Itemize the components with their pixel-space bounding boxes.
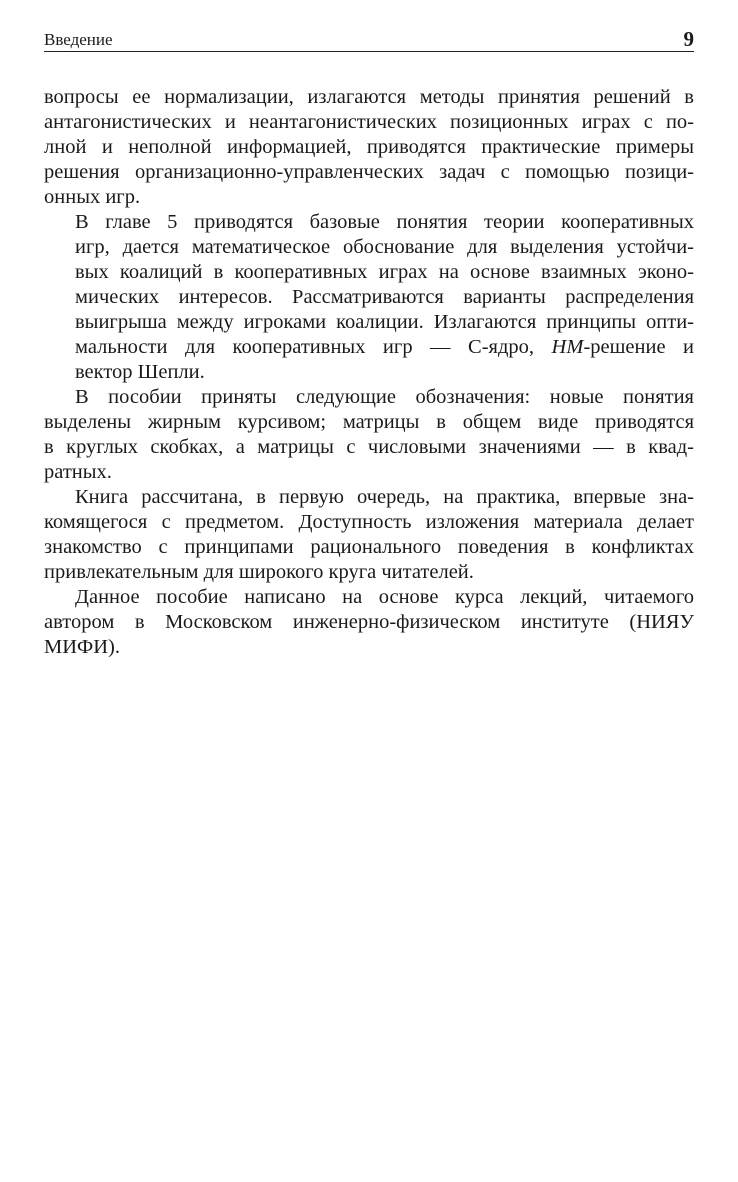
text-segment: -решение и — [583, 336, 695, 358]
page-number: 9 — [683, 27, 694, 51]
text-line: онных игр. — [44, 186, 141, 208]
text-line: решения организационно-управленческих задач с помощью позици- — [44, 161, 694, 183]
text-line: МИФИ). — [44, 636, 120, 658]
running-head — [44, 24, 694, 52]
text-line: мических интересов. Рассматриваются варианты распределения — [75, 286, 694, 308]
text-line: вопросы ее нормализации, излагаются методы принятия решений в — [44, 86, 694, 108]
text-line: В пособии приняты следующие обозначения: новые понятия — [75, 386, 694, 408]
text-line: антагонистических и неантагонистических позиционных играх с по- — [44, 111, 694, 133]
text-line: знакомство с принципами рационального поведения в конфликтах — [44, 536, 694, 558]
paragraph — [44, 485, 694, 585]
page — [44, 24, 694, 660]
text-line: выигрыша между игроками коалиции. Излагаются принципы опти- — [75, 311, 694, 333]
paragraph — [44, 85, 694, 210]
text-line: комящегося с предметом. Доступность изложения материала делает — [44, 511, 694, 533]
text-line: вых коалиций в кооперативных играх на основе взаимных эконо- — [75, 261, 694, 283]
text-line: вектор Шепли. — [75, 361, 205, 383]
paragraph — [44, 585, 694, 660]
text-line: В главе 5 приводятся базовые понятия теории кооперативных — [75, 211, 694, 233]
text-line: игр, дается математическое обоснование для выделения устойчи- — [75, 236, 694, 258]
text-line: автором в Московском инженерно-физическом институте (НИЯУ — [44, 611, 694, 633]
text-segment: мальности для кооперативных игр — С-ядро, — [75, 336, 552, 358]
text-line: лной и неполной информацией, приводятся практические примеры — [44, 136, 694, 158]
text-line: привлекательным для широкого круга читателей. — [44, 561, 474, 583]
paragraph — [44, 210, 694, 385]
text-line: Данное пособие написано на основе курса лекций, читаемого — [75, 586, 694, 608]
italic-term: НМ — [551, 336, 584, 358]
text-line: в круглых скобках, а матрицы с числовыми значениями — в квад- — [44, 436, 694, 458]
body-text — [44, 85, 694, 660]
running-title: Введение — [44, 30, 113, 49]
text-line: ратных. — [44, 461, 112, 483]
text-line: Книга рассчитана, в первую очередь, на практика, впервые зна- — [75, 486, 694, 508]
text-line: выделены жирным курсивом; матрицы в общем виде приводятся — [44, 411, 694, 433]
paragraph — [44, 385, 694, 485]
text-line-mixed — [44, 335, 694, 360]
